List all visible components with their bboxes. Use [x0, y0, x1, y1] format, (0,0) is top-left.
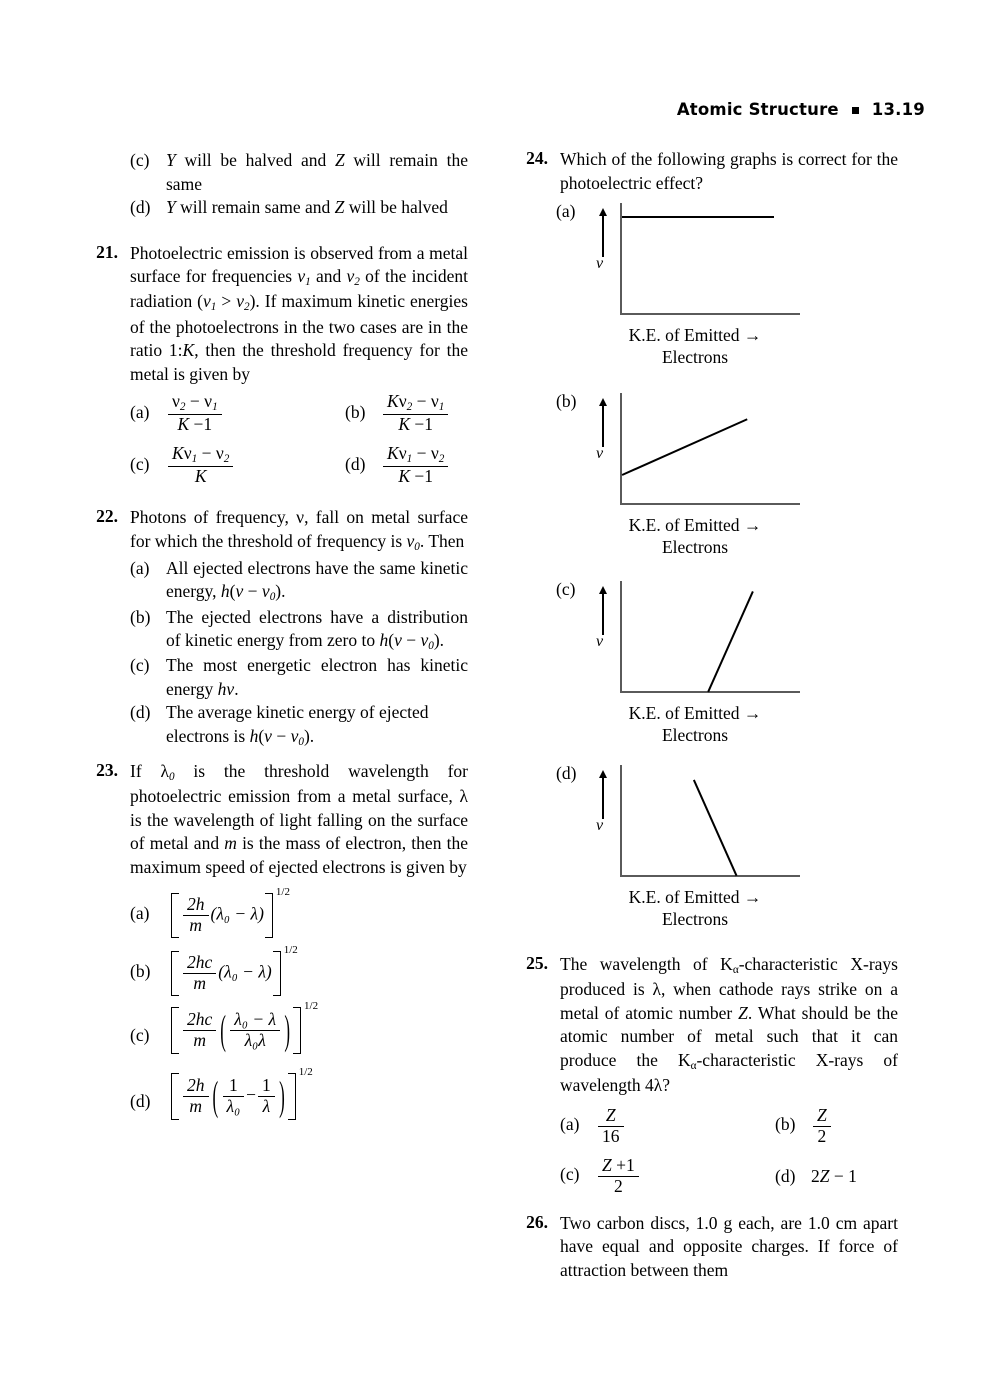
fraction — [598, 1156, 639, 1197]
option-row — [130, 196, 468, 220]
option-label: (b) — [130, 961, 151, 982]
x-axis-caption — [570, 325, 820, 369]
x-axis-caption — [570, 887, 820, 931]
expression-tail: (λ₀ − λ) — [210, 903, 264, 924]
fraction — [183, 895, 209, 936]
question-stem: Which of the following graphs is correct for the photoelectric effect? — [560, 149, 898, 193]
option-row — [130, 606, 468, 655]
option-label: (d) — [130, 1091, 151, 1112]
fraction — [813, 1106, 831, 1147]
fraction — [383, 392, 448, 435]
x-axis-caption-line2: Electrons — [661, 724, 729, 745]
x-axis — [620, 875, 800, 877]
fraction-denominator: K −1 — [383, 466, 448, 487]
fraction-denominator: m — [183, 1030, 216, 1051]
option-d — [345, 444, 450, 487]
option-label: (d) — [130, 702, 151, 723]
option-label: (b) — [345, 401, 366, 422]
x-axis-caption-line1: K.E. of Emitted → — [628, 703, 762, 724]
math-option-row — [560, 1106, 898, 1156]
graph-figure-b — [508, 389, 898, 573]
y-axis-arrow-icon — [602, 777, 604, 819]
option-label: (d) — [345, 453, 366, 474]
data-line — [622, 418, 748, 475]
math-expression — [170, 944, 298, 996]
question-number: 21. — [96, 241, 118, 262]
fraction-denominator: λ₀λ — [230, 1030, 280, 1051]
plain-expression: 2Z − 1 — [811, 1165, 857, 1186]
left-column — [78, 148, 468, 1137]
parenthesis-group — [211, 1075, 287, 1118]
exponent: 1/2 — [283, 944, 298, 957]
fraction-numerator: Z — [817, 1104, 827, 1125]
option-c — [130, 444, 235, 487]
option-text: Y will remain same and Z will be halved — [166, 197, 448, 218]
fraction — [598, 1106, 624, 1147]
option-c — [130, 1000, 468, 1071]
square-bracket — [171, 886, 290, 938]
figure-label: (b) — [556, 391, 577, 412]
fraction-numerator: $K\nu_1 - \nu_2$ — [172, 443, 230, 466]
graph-figure-a — [508, 199, 898, 385]
y-axis — [620, 581, 622, 693]
expression-tail: (λ₀ − λ) — [218, 961, 272, 982]
option-b — [130, 944, 468, 1005]
option-label: (d) — [775, 1165, 796, 1186]
x-axis-caption — [570, 515, 820, 559]
square-bracket — [171, 1000, 319, 1054]
chapter-title: Atomic Structure — [676, 100, 839, 119]
exponent: 1/2 — [298, 1066, 313, 1079]
fraction — [168, 444, 233, 487]
option-a — [130, 886, 468, 947]
fraction-denominator: m — [183, 973, 216, 994]
fraction-numerator: ( λ₀ − λ — [234, 1009, 277, 1030]
option-row — [130, 557, 468, 606]
math-expression — [170, 1000, 319, 1054]
fraction-numerator: $K\nu_1 - \nu_2$ — [387, 443, 445, 466]
option-label: (d) — [130, 197, 151, 218]
option-text: The average kinetic energy of ejected electrons is $h(v - v_0)$. — [166, 702, 429, 748]
option-c — [560, 1156, 641, 1197]
running-head — [677, 100, 925, 119]
option-label: (c) — [130, 150, 150, 170]
minus-sign: − — [246, 1084, 257, 1105]
fraction-denominator: K −1 — [168, 414, 222, 435]
math-option-row — [130, 444, 468, 496]
option-label: (a) — [130, 903, 150, 924]
x-axis — [620, 313, 800, 315]
math-expression — [170, 886, 290, 938]
x-axis-caption-line2: Electrons — [661, 346, 729, 367]
option-text: The ejected electrons have a distribution of kinetic energy from zero to $h(v - v_0)$. — [166, 606, 468, 653]
question-25 — [508, 953, 898, 1098]
option-row — [130, 701, 468, 750]
y-axis-label: v — [596, 255, 604, 273]
fraction-denominator: 2 — [813, 1126, 831, 1147]
fraction-denominator: K −1 — [383, 414, 448, 435]
question-stem: The wavelength of $K_\alpha$-characteristic X-rays produced is λ, when cathode rays strike on a metal of atomic number Z. What should be the atomic number of metal such that it can produce the $K_\alpha$-characteristic X-rays of wavelength 4λ? — [560, 954, 899, 1096]
question-22 — [78, 506, 468, 555]
square-bracket — [171, 1066, 313, 1120]
option-a — [130, 392, 224, 435]
x-axis — [620, 503, 800, 505]
fraction — [183, 1076, 209, 1117]
option-label: (b) — [130, 606, 151, 627]
y-axis-arrow-icon — [602, 593, 604, 635]
option-text: The most energetic electron has kinetic energy hv. — [166, 655, 468, 699]
question-23-options — [130, 886, 468, 1137]
option-label: (c) — [130, 1025, 150, 1046]
exponent: 1/2 — [304, 1000, 319, 1013]
y-axis-label: v — [596, 633, 604, 651]
inner-fraction-left — [223, 1076, 245, 1117]
fraction-numerator: $\nu_2 - \nu_1$ — [172, 391, 218, 414]
x-axis-caption-line2: Electrons — [661, 536, 729, 557]
x-axis-caption-line2: Electrons — [661, 908, 729, 929]
option-label: (c) — [130, 655, 150, 676]
fraction-denominator: m — [183, 915, 209, 936]
x-axis-caption-line1: K.E. of Emitted → — [628, 515, 762, 536]
fraction-numerator: 1 — [262, 1075, 271, 1096]
fraction-numerator: ( 1 — [228, 1075, 238, 1096]
page-folio: 13.19 — [871, 100, 925, 119]
option-label: (a) — [130, 557, 150, 578]
fraction-numerator: Z — [605, 1104, 616, 1125]
question-stem: Photoelectric emission is observed from a metal surface for frequencies $v_1$ and $v_2$ of the incident radiation $(v_1 > v_2)$. If maximum kinetic energies of the photoelectrons in the two cases are in the ratio 1:K, then the threshold frequency for the metal is given by — [130, 242, 468, 384]
parenthesis-group — [218, 1009, 292, 1052]
math-option-row — [130, 392, 468, 444]
question-stem: Photons of frequency, ν, fall on metal surface for which the threshold of frequency is $v_0$. Then — [130, 507, 468, 553]
fraction-numerator: 2h — [187, 1075, 205, 1096]
option-label: (a) — [560, 1114, 580, 1135]
option-b — [345, 392, 450, 435]
option-label: (b) — [775, 1114, 796, 1135]
option-row — [130, 149, 468, 196]
figure-label: (d) — [556, 763, 577, 784]
exponent: 1/2 — [275, 886, 290, 899]
question-26 — [508, 1212, 898, 1283]
fraction-denominator: 16 — [598, 1126, 624, 1147]
x-axis-caption — [570, 703, 820, 747]
option-label: (c) — [560, 1164, 580, 1185]
question-number: 22. — [96, 506, 118, 527]
graph-plot-area — [596, 393, 812, 509]
y-axis-label: v — [596, 817, 604, 835]
carried-over-options — [78, 149, 468, 220]
question-number: 25. — [526, 953, 548, 974]
x-axis-caption-line1: K.E. of Emitted → — [628, 887, 762, 908]
math-option-row — [560, 1156, 898, 1206]
fraction — [168, 392, 222, 435]
fraction-denominator: λ — [258, 1096, 275, 1117]
fraction-numerator: 2h — [187, 894, 205, 915]
inner-fraction-right — [258, 1076, 275, 1117]
y-axis-arrow-icon — [602, 215, 604, 257]
question-23 — [78, 760, 468, 879]
fraction — [183, 1010, 216, 1051]
x-axis — [620, 691, 800, 693]
option-text: Y will be halved and Z will remain the same — [166, 150, 468, 194]
y-axis — [620, 203, 622, 315]
option-d — [130, 1066, 468, 1137]
y-axis-arrow-icon — [602, 405, 604, 447]
question-22-options — [78, 557, 468, 750]
option-label: (a) — [130, 401, 150, 422]
option-b — [775, 1106, 833, 1147]
fraction — [383, 444, 448, 487]
question-stem: Two carbon discs, 1.0 g each, are 1.0 cm apart have equal and opposite charges. If force of attraction between them — [560, 1212, 898, 1280]
question-21-options — [130, 392, 468, 496]
right-column — [508, 148, 898, 1284]
fraction-numerator: 2hc — [187, 1009, 213, 1030]
option-text: All ejected electrons have the same kinetic energy, $h(v - v_0)$. — [166, 557, 468, 604]
square-bullet-icon — [852, 107, 859, 114]
graph-plot-area — [596, 765, 812, 881]
graph-figure-c — [508, 577, 898, 757]
option-d — [775, 1166, 857, 1187]
question-stem: If $\lambda_0$ is the threshold wavelength for photoelectric emission from a metal surface, λ is the wavelength of light falling on the surface of metal and m is the mass of electron, then the maximum speed of ejected electrons is given by — [130, 761, 468, 877]
question-number: 26. — [526, 1211, 548, 1232]
fraction-numerator: Z +1 — [602, 1154, 635, 1175]
question-24 — [508, 148, 898, 195]
fraction-numerator: 2hc — [187, 952, 213, 973]
x-axis-caption-line1: K.E. of Emitted → — [628, 325, 762, 346]
y-axis — [620, 393, 622, 505]
question-25-options — [560, 1106, 898, 1206]
fraction-denominator: λ₀ — [223, 1096, 245, 1117]
fraction — [183, 953, 216, 994]
y-axis — [620, 765, 622, 877]
fraction-numerator: $K\nu_2 - \nu_1$ — [387, 391, 445, 414]
data-line — [707, 591, 753, 692]
option-label: (c) — [130, 453, 150, 474]
graph-plot-area — [596, 203, 812, 319]
question-number: 23. — [96, 760, 118, 781]
fraction-denominator: K — [168, 466, 233, 487]
question-number: 24. — [526, 148, 548, 168]
question-21 — [78, 242, 468, 387]
square-bracket — [171, 944, 298, 996]
option-row — [130, 654, 468, 701]
data-line — [622, 216, 774, 218]
figure-label: (a) — [556, 201, 576, 222]
math-expression — [170, 1066, 313, 1120]
graph-plot-area — [596, 581, 812, 697]
figure-label: (c) — [556, 579, 576, 600]
inner-fraction — [230, 1010, 280, 1051]
y-axis-label: v — [596, 445, 604, 463]
data-line — [693, 780, 737, 877]
option-a — [560, 1106, 626, 1147]
fraction-denominator: m — [183, 1096, 209, 1117]
fraction-denominator: 2 — [598, 1176, 639, 1197]
graph-figure-d — [508, 761, 898, 947]
